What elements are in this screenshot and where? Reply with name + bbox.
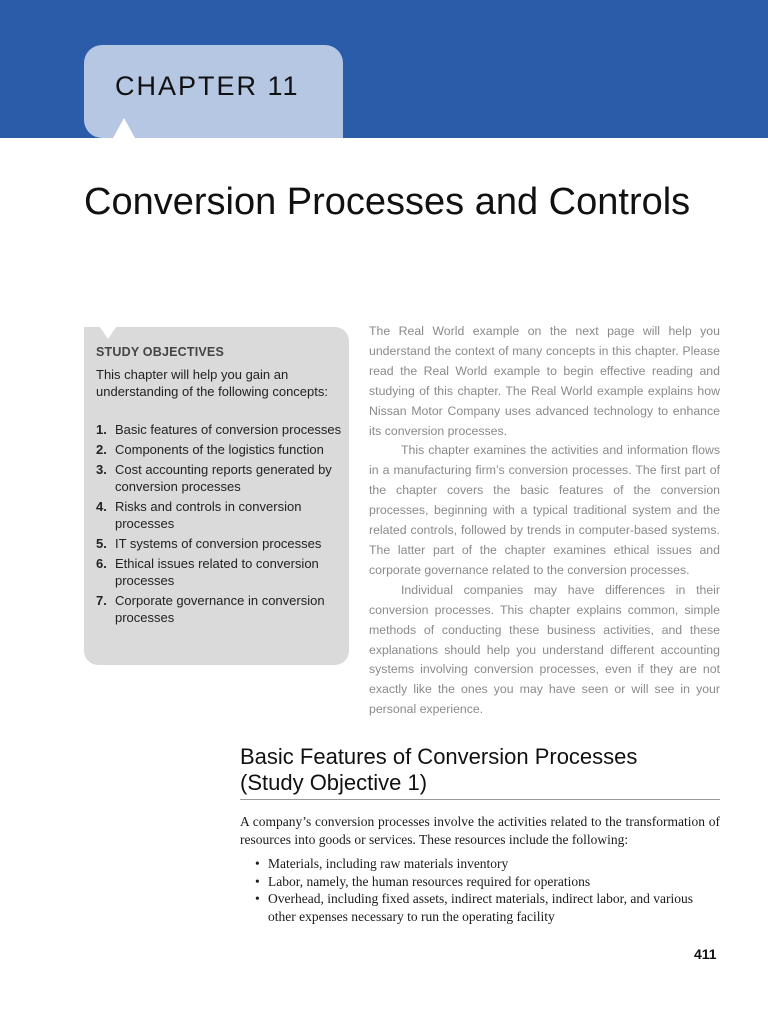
objective-text: Components of the logistics function (115, 442, 324, 457)
objective-text: IT systems of conversion processes (115, 536, 322, 551)
objective-number: 5. (96, 536, 107, 551)
objective-item (96, 421, 344, 438)
study-objectives-notch (100, 327, 116, 339)
chapter-tab-notch (113, 118, 135, 138)
bullet-icon: • (255, 873, 260, 889)
objective-item (96, 498, 344, 532)
objective-number: 7. (96, 593, 107, 608)
objective-text: Cost accounting reports generated by conversion processes (115, 462, 332, 494)
intro-paragraph: Individual companies may have differences in their conversion processes. This chapter explains common, simple methods of conducting these business activities, and these explanations should help you understand different accounting systems involving conversion processes, even if they are not exactly like the ones you may have seen or will see in your personal experience. (369, 582, 720, 717)
section-heading-line: Basic Features of Conversion Processes (240, 744, 638, 769)
objective-item (96, 461, 344, 495)
objective-text: Risks and controls in conversion processes (115, 499, 302, 531)
intro-text (369, 322, 720, 720)
objective-number: 2. (96, 442, 107, 457)
intro-paragraph: This chapter examines the activities and information flows in a manufacturing firm’s conversion processes. The first part of the chapter covers the basic features of the conversion processes, beginning with a typical traditional system and the related controls, followed by trends in computer-based systems. The latter part of the chapter examines ethical issues and corporate governance related to the conversion processes. (369, 443, 720, 577)
objective-item (96, 555, 344, 589)
objective-text: Ethical issues related to conversion processes (115, 556, 319, 588)
section-paragraph: A company’s conversion processes involve the activities related to the transformation of resources into goods or services. These resources include the following: (240, 814, 720, 847)
resource-text: Overhead, including fixed assets, indirect materials, indirect labor, and various other expenses necessary to run the operating facility (268, 891, 693, 924)
objective-number: 3. (96, 462, 107, 477)
objective-number: 6. (96, 556, 107, 571)
resource-item (255, 855, 720, 873)
bullet-icon: • (255, 856, 260, 871)
resource-text: Labor, namely, the human resources required for operations (268, 873, 591, 889)
section-heading (240, 744, 720, 796)
objective-text: Basic features of conversion processes (115, 422, 342, 437)
bullet-icon: • (255, 891, 260, 906)
objective-number: 4. (96, 499, 107, 514)
study-objectives-list (96, 421, 344, 629)
page-number: 411 (694, 946, 717, 962)
objective-number: 1. (96, 422, 107, 437)
section-heading-line: (Study Objective 1) (240, 770, 428, 795)
resource-text: Materials, including raw materials inventory (268, 856, 509, 871)
objective-item (96, 592, 344, 626)
chapter-title: Conversion Processes and Controls (84, 181, 691, 223)
intro-paragraph: The Real World example on the next page will help you understand the context of many concepts in this chapter. Please read the Real World example to begin effective reading and studying of this chapter. The Real World example explains how Nissan Motor Company uses advanced technology to enhance its conversion processes. (369, 324, 720, 438)
resource-item (255, 890, 720, 925)
objective-item (96, 535, 344, 552)
study-objectives-heading: STUDY OBJECTIVES (96, 345, 224, 359)
resource-list (255, 855, 720, 925)
section-divider (240, 799, 720, 800)
objective-text: Corporate governance in conversion processes (115, 593, 325, 625)
objective-item (96, 441, 344, 458)
chapter-label: CHAPTER 11 (115, 71, 300, 101)
study-objectives-intro: This chapter will help you gain an understanding of the following concepts: (96, 367, 328, 399)
resource-item (255, 873, 720, 891)
